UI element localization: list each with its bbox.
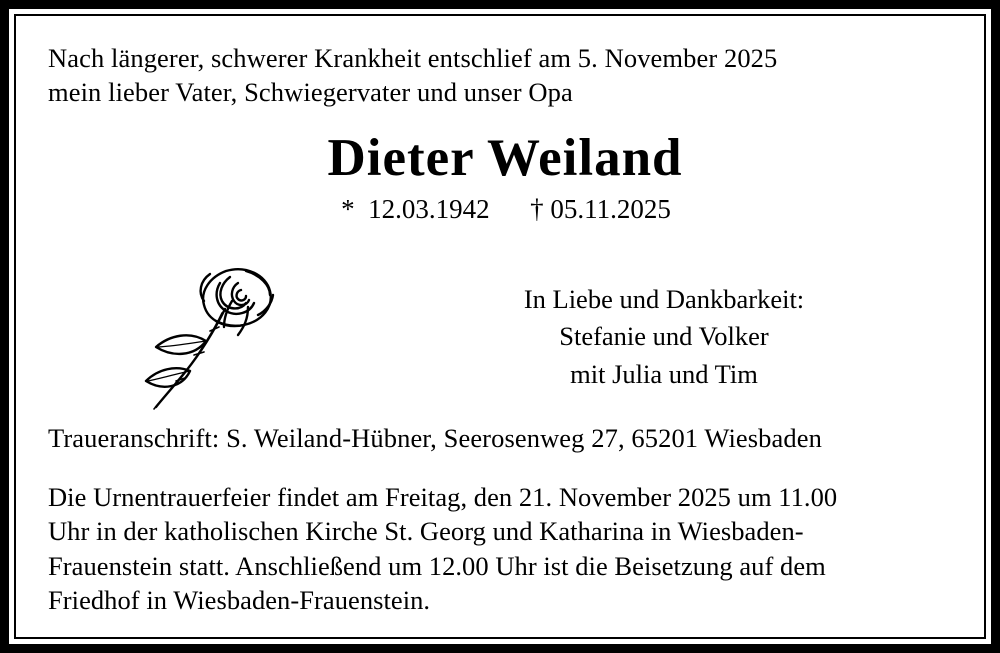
mourning-address: Traueranschrift: S. Weiland-Hübner, Seerosenweg 27, 65201 Wiesbaden: [48, 422, 822, 453]
deceased-name: Dieter Weiland: [327, 128, 683, 187]
notice-content: [16, 16, 984, 637]
ceremony-line-3: Frauenstein statt. Anschließend um 12.00 Uhr ist die Beisetzung auf dem: [48, 550, 826, 581]
ceremony-line-4: Friedhof in Wiesbaden-Frauenstein.: [48, 585, 431, 616]
intro-line-1: Nach längerer, schwerer Krankheit entschlief am 5. November 2025: [48, 43, 778, 73]
rose-icon: [98, 231, 318, 421]
family-line-2: Stefanie und Volker: [559, 321, 769, 352]
intro-line-2: mein lieber Vater, Schwiegervater und unser Opa: [48, 76, 573, 107]
family-dedication: [404, 281, 924, 394]
birth-death-dates: * 12.03.1942 † 05.11.2025: [341, 193, 671, 224]
family-line-1: In Liebe und Dankbarkeit:: [523, 283, 805, 314]
intro-text: [48, 42, 952, 110]
middle-section: [48, 225, 952, 421]
inner-border-frame: [14, 14, 986, 639]
ceremony-line-1: Die Urnentrauerfeier findet am Freitag, den 21. November 2025 um 11.00: [48, 481, 838, 512]
family-line-3: mit Julia und Tim: [570, 359, 758, 390]
ceremony-details: [48, 480, 952, 618]
ceremony-line-2: Uhr in der katholischen Kirche St. Georg und Katharina in Wiesbaden-: [48, 516, 804, 547]
